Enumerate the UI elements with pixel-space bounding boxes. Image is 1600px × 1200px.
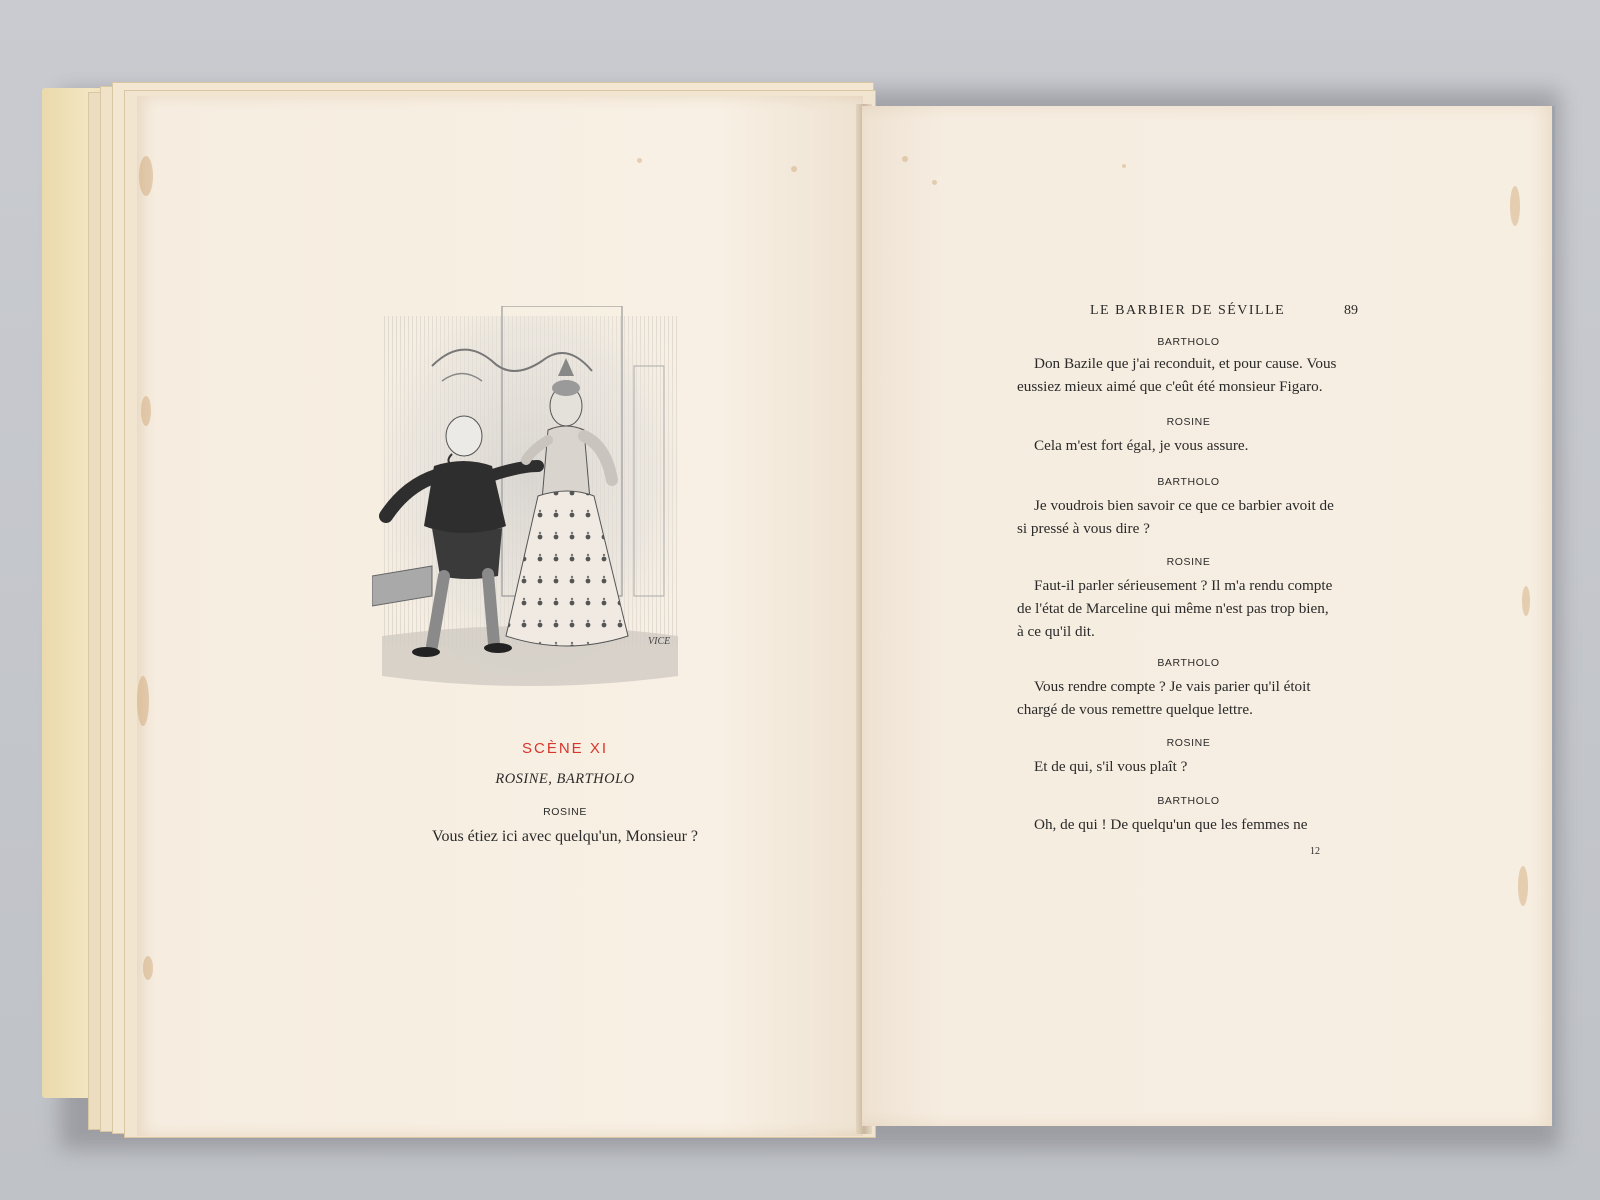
speaker-name: ROSINE <box>1166 556 1211 568</box>
dialogue-text <box>1017 574 1360 643</box>
dialogue-line: Et de qui, s'il vous plaît ? <box>1034 758 1188 775</box>
dialogue-text <box>1017 494 1360 540</box>
dialogue-line: Je voudrois bien savoir ce que ce barbier avoit de <box>1034 497 1334 514</box>
dialogue-text <box>1017 813 1360 836</box>
dialogue-line: Vous rendre compte ? Je vais parier qu'il étoit <box>1034 678 1311 695</box>
speaker-name: ROSINE <box>1166 737 1211 749</box>
dialogue-block <box>1017 416 1360 457</box>
speaker-name: BARTHOLO <box>1157 795 1220 807</box>
dialogue-text <box>1017 675 1360 721</box>
dialogue-block <box>1017 476 1360 540</box>
dialogue-line: Oh, de qui ! De quelqu'un que les femmes ne <box>1034 816 1308 833</box>
dialogue-line: de l'état de Marceline qui même n'est pas trop bien, <box>1017 600 1329 617</box>
scene-characters: ROSINE, BARTHOLO <box>495 771 635 787</box>
dialogue-block <box>1017 737 1360 778</box>
dialogue-block <box>1017 336 1360 398</box>
speaker-name: ROSINE <box>543 806 587 818</box>
engraving-illustration <box>372 306 688 716</box>
dialogue-line: à ce qu'il dit. <box>1017 623 1095 640</box>
speaker-name: BARTHOLO <box>1157 336 1220 348</box>
artist-signature: VICE <box>648 636 671 647</box>
dialogue-text <box>1017 434 1360 457</box>
dialogue-line: chargé de vous remettre quelque lettre. <box>1017 701 1253 718</box>
dialogue-line: Faut-il parler sérieusement ? Il m'a rendu compte <box>1034 577 1333 594</box>
dialogue-line: Vous étiez ici avec quelqu'un, Monsieur ? <box>431 828 699 845</box>
dialogue-text <box>1017 755 1360 778</box>
speaker-name: BARTHOLO <box>1157 657 1220 669</box>
speaker-name: ROSINE <box>1166 416 1211 428</box>
dialogue-line: si pressé à vous dire ? <box>1017 520 1150 537</box>
dialogue-line: Don Bazile que j'ai reconduit, et pour cause. Vous <box>1034 355 1337 372</box>
dialogue-line: Cela m'est fort égal, je vous assure. <box>1034 437 1249 454</box>
signature-mark: 12 <box>1310 846 1320 857</box>
scene-title: SCÈNE XI <box>521 740 609 757</box>
dialogue-text <box>1017 352 1360 398</box>
dialogue-block <box>1017 657 1360 721</box>
speaker-name: BARTHOLO <box>1157 476 1220 488</box>
page-number: 89 <box>1344 303 1358 318</box>
running-head: LE BARBIER DE SÉVILLE <box>1090 303 1286 318</box>
dialogue-block <box>1017 795 1360 836</box>
dialogue-line: eussiez mieux aimé que c'eût été monsieur Figaro. <box>1017 378 1323 395</box>
dialogue-block <box>1017 556 1360 643</box>
